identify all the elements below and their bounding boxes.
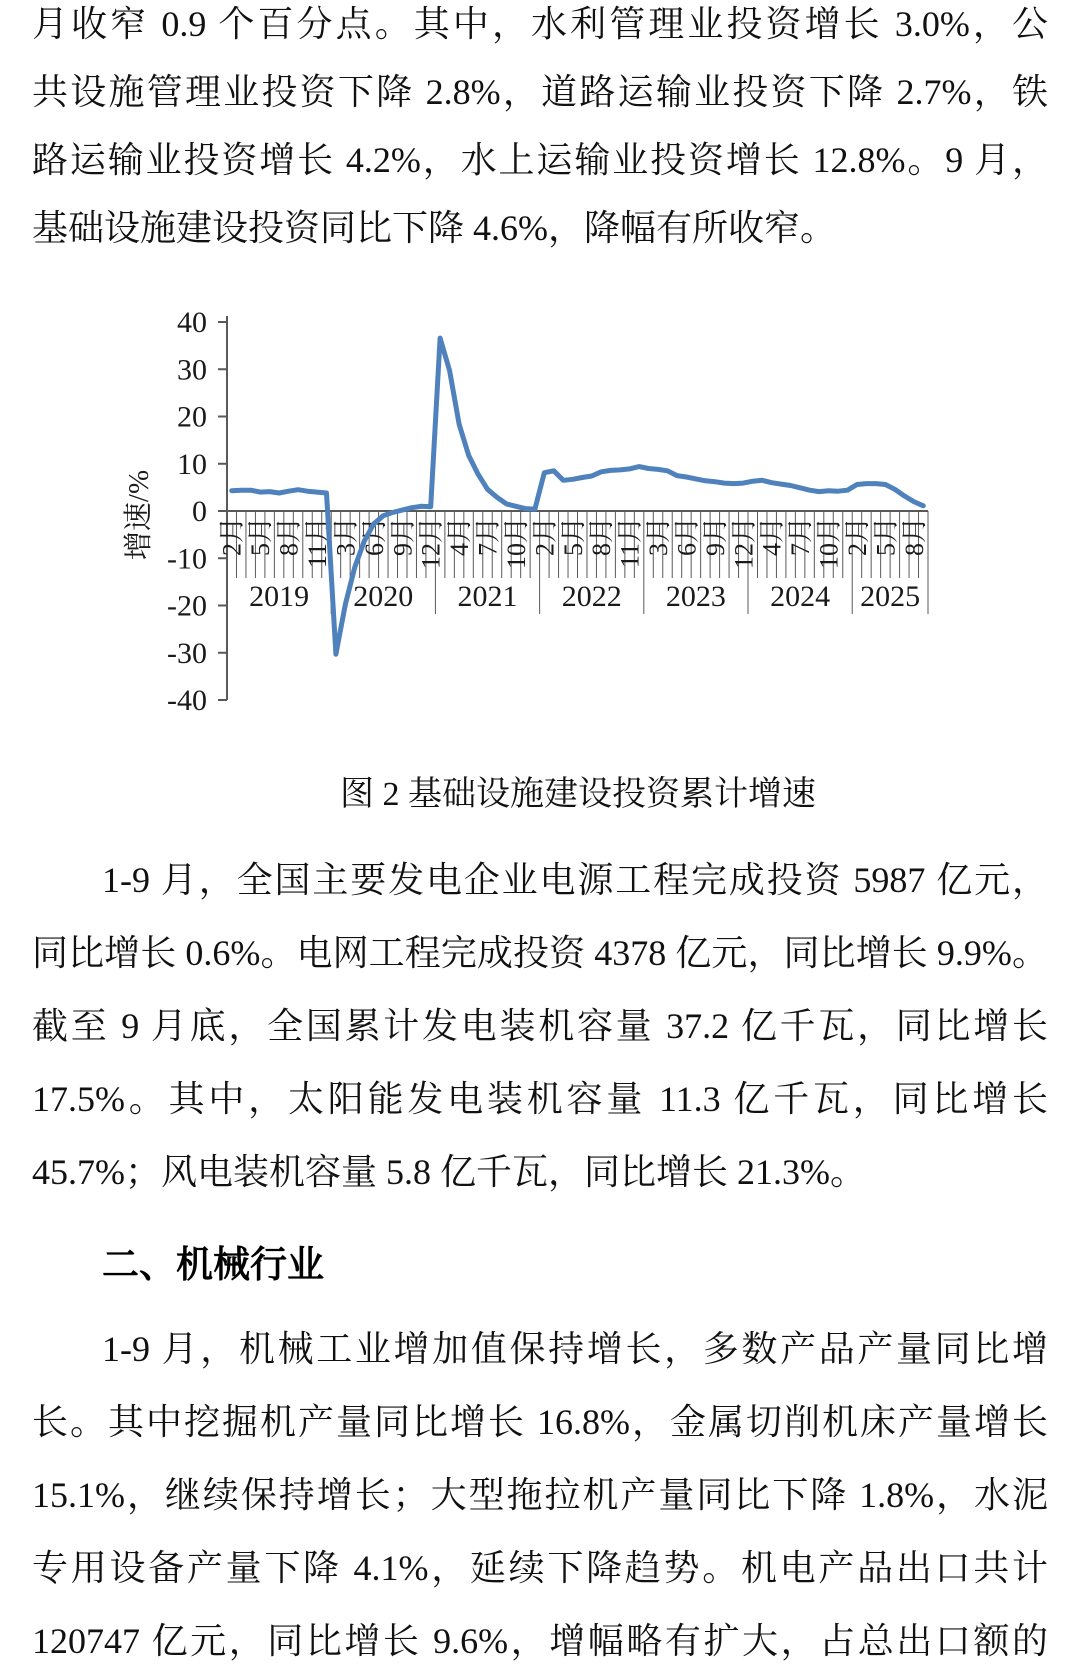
svg-text:9月: 9月 [700,517,730,557]
text-line: 路运输业投资增长 4.2%，水上运输业投资增长 12.8%。9 月， [32,140,1048,180]
svg-text:-30: -30 [167,636,207,670]
svg-text:8月: 8月 [899,517,929,557]
svg-text:2月: 2月 [530,517,560,557]
section-heading-machinery: 二、机械行业 [102,1244,324,1285]
svg-text:7月: 7月 [473,517,503,557]
text-line: 1-9 月，全国主要发电企业电源工程完成投资 5987 亿元， [102,860,1048,900]
text-line: 共设施管理业投资下降 2.8%，道路运输业投资下降 2.7%，铁 [32,72,1048,112]
text-line: 同比增长 0.6%。电网工程完成投资 4378 亿元，同比增长 9.9%。 [32,933,1048,973]
text-line: 基础设施建设投资同比下降 4.6%，降幅有所收窄。 [32,208,836,248]
svg-text:2025: 2025 [860,580,921,613]
svg-text:4月: 4月 [757,517,787,557]
paragraph-machinery [32,1313,1048,1678]
text-line: 专用设备产量下降 4.1%，延续下降趋势。机电产品出口共计 [32,1548,1048,1588]
svg-text:6月: 6月 [359,517,389,557]
paragraph-power-investment [32,844,1048,1209]
figure-2 [32,270,1048,815]
text-line: 17.5%。其中，太阳能发电装机容量 11.3 亿千瓦，同比增长 [32,1079,1048,1119]
svg-text:2月: 2月 [217,517,247,557]
svg-text:-40: -40 [167,684,207,717]
svg-text:11月: 11月 [303,517,332,569]
svg-text:30: 30 [177,353,207,387]
svg-text:5月: 5月 [558,517,588,557]
svg-text:2022: 2022 [561,580,622,613]
svg-text:2019: 2019 [249,580,310,613]
text-line: 15.1%，继续保持增长；大型拖拉机产量同比下降 1.8%，水泥 [32,1475,1048,1515]
svg-text:-10: -10 [167,542,207,576]
svg-text:10月: 10月 [501,517,531,570]
svg-text:11月: 11月 [615,517,645,569]
text-line: 45.7%；风电装机容量 5.8 亿千瓦，同比增长 21.3%。 [32,1152,866,1192]
svg-text:9月: 9月 [388,517,418,557]
svg-text:6月: 6月 [672,517,702,557]
svg-text:8月: 8月 [587,517,617,557]
paragraph-infrastructure [32,0,1048,262]
figure-caption: 图 2 基础设施建设投资累计增速 [340,776,816,813]
svg-text:10月: 10月 [814,517,844,570]
svg-text:0: 0 [192,495,207,528]
svg-text:2024: 2024 [770,580,831,613]
text-line: 截至 9 月底，全国累计发电装机容量 37.2 亿千瓦，同比增长 [32,1006,1048,1046]
text-line: 月收窄 0.9 个百分点。其中，水利管理业投资增长 3.0%，公 [32,4,1048,44]
svg-text:12月: 12月 [416,517,446,570]
svg-text:-20: -20 [167,589,207,623]
text-line: 长。其中挖掘机产量同比增长 16.8%，金属切削机床产量增长 [32,1402,1048,1442]
svg-text:5月: 5月 [246,517,276,557]
text-line: 1-9 月，机械工业增加值保持增长，多数产品产量同比增 [102,1329,1048,1369]
svg-text:3月: 3月 [644,517,673,557]
svg-text:20: 20 [177,400,207,434]
svg-text:增速/%: 增速/% [123,469,155,561]
svg-text:2023: 2023 [665,580,726,613]
svg-text:5月: 5月 [871,517,901,557]
svg-text:10: 10 [177,447,207,481]
svg-text:12月: 12月 [729,517,759,570]
svg-text:2月: 2月 [843,517,872,557]
svg-text:7月: 7月 [786,517,816,557]
svg-text:40: 40 [177,306,207,339]
text-line: 120747 亿元，同比增长 9.6%，增幅略有扩大，占总出口额的 [32,1621,1048,1661]
infrastructure-growth-line-chart [0,270,1080,720]
svg-text:4月: 4月 [445,517,475,557]
svg-text:2021: 2021 [457,580,518,613]
svg-text:8月: 8月 [274,517,304,557]
svg-text:3月: 3月 [331,517,361,557]
svg-text:2020: 2020 [353,580,414,613]
